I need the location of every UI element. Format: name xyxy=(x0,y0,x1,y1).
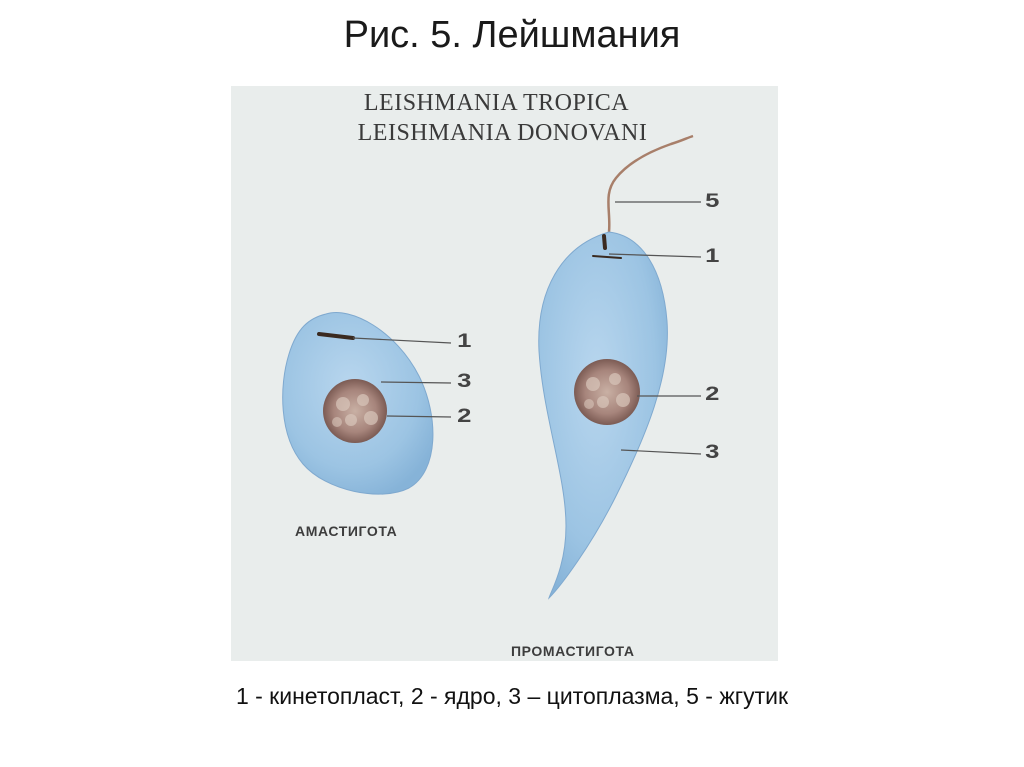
promastigote-flagellum xyxy=(608,136,693,232)
promastigote-kinetoplast xyxy=(604,236,605,248)
leishmania-illustration xyxy=(231,86,778,661)
slide-title: Рис. 5. Лейшмания xyxy=(343,14,681,56)
promastigote-callout-2: 2 xyxy=(705,384,720,405)
figure-header-line2: LEISHMANIA DONOVANI xyxy=(357,120,648,146)
figure-legend: 1 - кинетопласт, 2 - ядро, 3 – цитоплазма, 5 - жгутик xyxy=(235,683,789,709)
amastigote-nucleus xyxy=(323,379,387,443)
promastigote-callout-3: 3 xyxy=(705,442,720,463)
promastigote-callout-5: 5 xyxy=(705,191,720,212)
figure-header-line1: LEISHMANIA TROPICA xyxy=(363,90,630,116)
promastigote-nucleus xyxy=(574,359,640,425)
amastigote-callout-2: 2 xyxy=(457,406,472,427)
amastigote-label: АМАСТИГОТА xyxy=(295,523,398,539)
amastigote-callout-1: 1 xyxy=(457,331,472,352)
promastigote-cell xyxy=(539,136,701,598)
amastigote-cell xyxy=(283,313,451,495)
amastigote-callout-3: 3 xyxy=(457,371,472,392)
leishmania-figure xyxy=(231,86,778,661)
promastigote-label: ПРОМАСТИГОТА xyxy=(511,643,635,659)
promastigote-callout-1: 1 xyxy=(705,246,720,267)
